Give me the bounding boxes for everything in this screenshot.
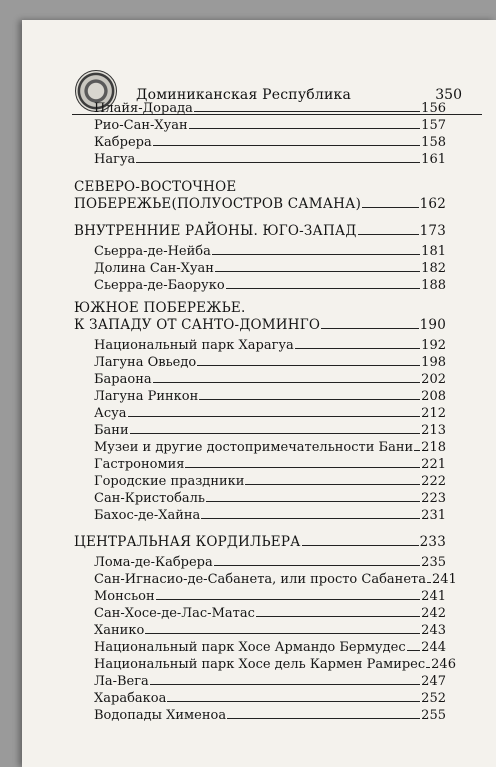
toc-entry-page: 158 [421, 135, 446, 150]
leader-line [227, 718, 420, 719]
leader-line [426, 667, 430, 668]
toc-entry[interactable] [94, 457, 446, 473]
toc-entry[interactable] [94, 440, 446, 456]
toc-entry-title: Национальный парк Харагуа [94, 338, 294, 353]
toc-section-page: 173 [419, 223, 446, 239]
toc-entry-title: Сьерра-де-Нейба [94, 244, 211, 259]
toc-entry-page: 241 [431, 572, 457, 587]
leader-line [189, 128, 420, 129]
toc-entry-page: 252 [421, 691, 446, 706]
leader-line [153, 145, 420, 146]
toc-entry[interactable] [94, 674, 446, 690]
toc-entry-page: 192 [421, 338, 446, 353]
toc-entry-title: Сан-Хосе-де-Лас-Матас [94, 606, 255, 621]
toc-entry-title: Лома-де-Кабрера [94, 555, 213, 570]
header-page-number: 350 [435, 87, 462, 103]
toc-entry-page: 243 [421, 623, 446, 638]
leader-line [295, 348, 420, 349]
toc-entry-title: Лагуна Овьедо [94, 355, 197, 370]
toc-entry[interactable] [94, 372, 446, 388]
toc-entry-title: Сан-Игнасио-де-Сабанета, или просто Сабанета [94, 572, 426, 587]
toc-entry-page: 181 [421, 244, 446, 259]
leader-line [201, 518, 420, 519]
toc-entry-page: 246 [431, 657, 456, 672]
toc-entry-page: 222 [421, 474, 446, 489]
toc-entry-page: 212 [421, 406, 446, 421]
book-page [22, 20, 496, 767]
toc-entry[interactable] [94, 508, 446, 524]
toc-entry-title: Плайя-Дорада [94, 101, 193, 116]
toc-entry[interactable] [94, 572, 457, 588]
toc-entry-title: Сьерра-де-Баоруко [94, 278, 225, 293]
leader-line [226, 288, 421, 289]
leader-line [214, 565, 420, 566]
toc-entry[interactable] [94, 555, 446, 571]
toc-entry-title: Бахос-де-Хайна [94, 508, 201, 523]
leader-line [414, 450, 420, 451]
toc-section-page: 162 [419, 196, 446, 212]
toc-section[interactable] [74, 317, 446, 333]
toc-entry-title: Музеи и другие достопримечательности Бани [94, 440, 414, 455]
toc-entry[interactable] [94, 623, 446, 639]
toc-entry[interactable] [94, 657, 456, 673]
toc-section-page: 190 [419, 317, 446, 333]
toc-entry-title: Ханико [94, 623, 145, 638]
toc-entry-title: Гастрономия [94, 457, 185, 472]
toc-entry-page: 235 [421, 555, 446, 570]
toc-entry-title: Лагуна Ринкон [94, 389, 199, 404]
leader-line [206, 501, 420, 502]
toc-section[interactable] [74, 534, 446, 550]
toc-entry-page: 255 [421, 708, 446, 723]
toc-entry-title: Рио-Сан-Хуан [94, 118, 188, 133]
toc-entry[interactable] [94, 355, 446, 371]
leader-line [256, 616, 420, 617]
toc-section[interactable] [74, 196, 446, 212]
toc-section-title: ЦЕНТРАЛЬНАЯ КОРДИЛЬЕРА [74, 534, 301, 550]
toc-entry-title: Национальный парк Хосе дель Кармен Рамирес [94, 657, 426, 672]
toc-entry[interactable] [94, 491, 446, 507]
toc-entry-page: 188 [421, 278, 446, 293]
toc-entry-page: 231 [421, 508, 446, 523]
toc-entry-title: Сан-Кристобаль [94, 491, 206, 506]
toc-section-page: 233 [419, 534, 446, 550]
toc-entry-page: 221 [421, 457, 446, 472]
toc-entry[interactable] [94, 135, 446, 151]
toc-entry-page: 156 [421, 101, 446, 116]
toc-entry-page: 247 [421, 674, 446, 689]
toc-entry-title: Ла-Вега [94, 674, 149, 689]
toc-entry-page: 241 [421, 589, 446, 604]
leader-line [167, 701, 420, 702]
leader-line [358, 234, 419, 235]
toc-entry[interactable] [94, 118, 446, 134]
toc-entry-page: 218 [421, 440, 446, 455]
toc-entry[interactable] [94, 423, 446, 439]
leader-line [427, 582, 431, 583]
toc-entry[interactable] [94, 406, 446, 422]
toc-entry-page: 182 [421, 261, 446, 276]
leader-line [212, 254, 420, 255]
toc-entry[interactable] [94, 152, 446, 168]
leader-line [130, 433, 421, 434]
toc-entry[interactable] [94, 474, 446, 490]
toc-section-title: К ЗАПАДУ ОТ САНТО-ДОМИНГО [74, 317, 321, 333]
toc-entry[interactable] [94, 244, 446, 260]
leader-line [136, 162, 420, 163]
toc-section-title: ПОБЕРЕЖЬЕ(ПОЛУОСТРОВ САМАНА) [74, 196, 362, 212]
toc-section-title-line1: ЮЖНОЕ ПОБЕРЕЖЬЕ. [74, 300, 246, 316]
toc-entry[interactable] [94, 691, 446, 707]
header-title: Доминиканская Республика [136, 87, 352, 103]
toc-entry-page: 202 [421, 372, 446, 387]
toc-entry-page: 213 [421, 423, 446, 438]
leader-line [245, 484, 420, 485]
toc-entry-title: Бани [94, 423, 129, 438]
leader-line [362, 207, 419, 208]
leader-line [407, 650, 421, 651]
leader-line [302, 545, 419, 546]
toc-entry-title: Бараона [94, 372, 152, 387]
toc-entry-title: Асуа [94, 406, 127, 421]
toc-entry-title: Национальный парк Хосе Армандо Бермудес [94, 640, 406, 655]
toc-section-title-line1: СЕВЕРО-ВОСТОЧНОЕ [74, 179, 237, 195]
leader-line [153, 382, 421, 383]
leader-line [197, 365, 420, 366]
toc-entry-title: Харабакоа [94, 691, 167, 706]
toc-entry-title: Водопады Хименоа [94, 708, 227, 723]
toc-entry-page: 244 [421, 640, 446, 655]
toc-entry-page: 198 [421, 355, 446, 370]
leader-line [194, 111, 420, 112]
toc-entry-page: 208 [421, 389, 446, 404]
toc-entry[interactable] [94, 338, 446, 354]
toc-entry-page: 223 [421, 491, 446, 506]
leader-line [150, 684, 420, 685]
leader-line [128, 416, 421, 417]
toc-entry-page: 242 [421, 606, 446, 621]
toc-entry[interactable] [94, 606, 446, 622]
toc-section-title: ВНУТРЕННИЕ РАЙОНЫ. ЮГО-ЗАПАД [74, 223, 357, 239]
leader-line [185, 467, 420, 468]
toc-entry-title: Долина Сан-Хуан [94, 261, 214, 276]
leader-line [145, 633, 420, 634]
toc-entry-title: Городские праздники [94, 474, 245, 489]
leader-line [321, 328, 418, 329]
toc-entry[interactable] [94, 589, 446, 605]
toc-entry-page: 157 [421, 118, 446, 133]
toc-entry[interactable] [94, 708, 446, 724]
toc-section[interactable] [74, 223, 446, 239]
toc-entry-page: 161 [421, 152, 446, 167]
leader-line [156, 599, 421, 600]
toc-entry[interactable] [94, 101, 446, 117]
toc-entry-title: Нагуа [94, 152, 136, 167]
toc-entry-title: Монсьон [94, 589, 155, 604]
toc-entry[interactable] [94, 261, 446, 277]
leader-line [199, 399, 420, 400]
toc-entry-title: Кабрера [94, 135, 152, 150]
toc-entry[interactable] [94, 389, 446, 405]
toc-entry[interactable] [94, 640, 446, 656]
toc-entry[interactable] [94, 278, 446, 294]
leader-line [215, 271, 420, 272]
